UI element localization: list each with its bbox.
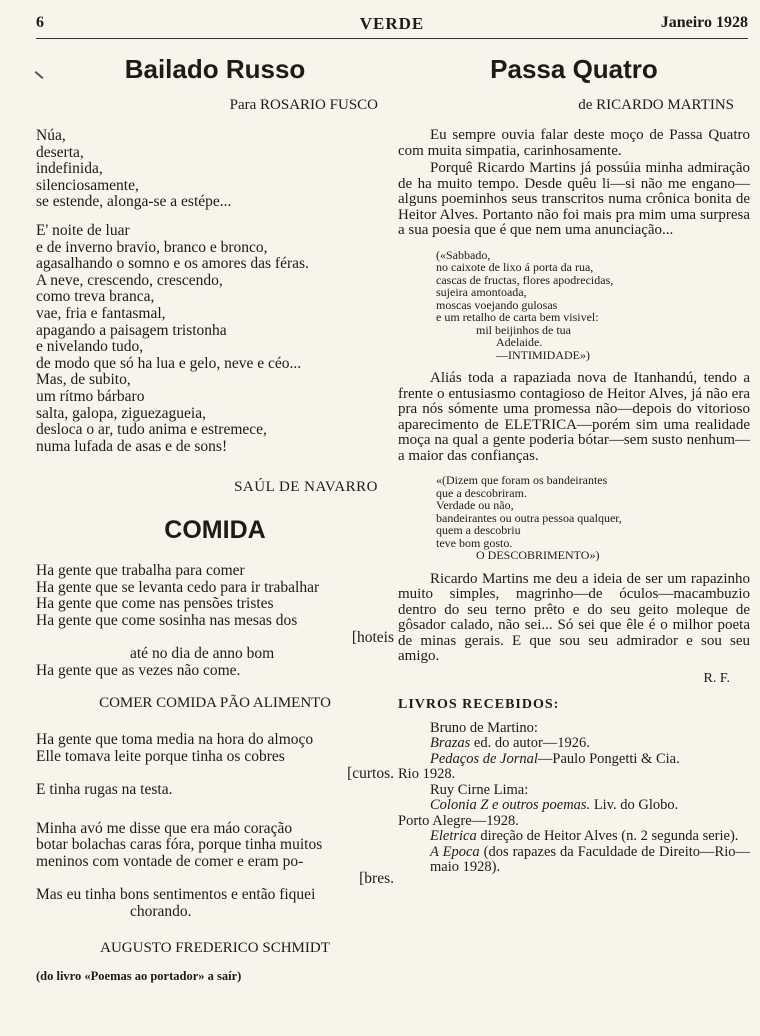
poem-line: Ha gente que toma media na hora do almoço xyxy=(36,731,314,749)
book-entry: Eletrica direção de Heitor Alves (n. 2 segunda serie). xyxy=(430,828,739,844)
poem-line: E' noite de luar xyxy=(36,221,130,239)
quote-line: sujeira amontoada, xyxy=(436,285,527,299)
left-column xyxy=(36,48,394,984)
poem-line: Mas eu tinha bons sentimentos e então fiquei xyxy=(36,886,316,904)
book-entry: Colonia Z e outros poemas. Liv. do Globo. xyxy=(430,797,679,813)
poem-line: e de inverno bravio, branco e bronco, xyxy=(36,238,268,256)
poem-line: agasalhando o somno e os amores das féras. xyxy=(36,255,309,273)
poem-line: desloca o ar, tudo anima e estremece, xyxy=(36,421,267,439)
poem-line: chorando. xyxy=(130,902,192,920)
poem-line: [hoteis xyxy=(351,628,394,646)
poem-title-comida: COMIDA xyxy=(164,516,266,545)
poem-line: e nivelando tudo, xyxy=(36,338,144,356)
quoted-poem-intimidade xyxy=(436,249,750,362)
poem-line: Minha avó me disse que era máo coração xyxy=(36,819,293,837)
poem-line: Mas, de subito, xyxy=(36,371,131,389)
author-augusto-frederico-schmidt: AUGUSTO FREDERICO SCHMIDT xyxy=(100,940,330,957)
quote-line: Adelaide. xyxy=(496,335,543,349)
paragraph: Eu sempre ouvia falar deste moço de Passa Quatro com muita simpatia, carinhosamente. xyxy=(398,127,750,159)
book-entry: Pedaços de Jornal—Paulo Pongetti & Cia. xyxy=(430,750,680,767)
poem-comida-block-1 xyxy=(36,563,394,679)
quote-line: no caixote de lixo á porta da rua, xyxy=(436,260,594,274)
book-entry: A Epoca (dos rapazes da Faculdade de Direito—Rio—maio 1928). xyxy=(430,843,751,875)
poem-line: Ha gente que trabalha para comer xyxy=(36,562,245,580)
poem-line: botar bolachas caras fóra, porque tinha muitos xyxy=(36,836,323,854)
paragraph: Aliás toda a rapaziada nova de Itanhandú, tendo a frente o entusiasmo contagioso de Heitor Alves, já não era pra nós sómente uma promessa não—depois do vitorioso aparecimento de ELETRICA—porém sim uma realidade moça na qual a gente poderia bótar—sem susto nenhum—a maior das confianças. xyxy=(398,370,750,464)
book-author: Bruno de Martino: xyxy=(430,719,538,736)
poem-comida-block-3 xyxy=(36,821,394,921)
quote-line: quem a descobriu xyxy=(436,523,521,537)
journal-name: VERDE xyxy=(359,14,425,33)
quote-line: («Sabbado, xyxy=(436,247,491,262)
quote-line: que a descobriram. xyxy=(436,485,527,500)
quote-line: Verdade ou não, xyxy=(436,498,514,512)
quote-line: O DESCOBRIMENTO») xyxy=(476,548,600,562)
article-byline: de RICARDO MARTINS xyxy=(578,97,734,113)
poem-line: silenciosamente, xyxy=(36,176,139,194)
poem-line: Ha gente que come sosinha nas mesas dos xyxy=(36,612,298,630)
issue-date: Janeiro 1928 xyxy=(660,14,748,31)
source-note: (do livro «Poemas ao portador» a saír) xyxy=(36,969,242,984)
poem-line: meninos com vontade de comer e eram po- xyxy=(36,853,304,870)
poem-line: Ha gente que as vezes não come. xyxy=(36,661,241,679)
poem-line: um rítmo bárbaro xyxy=(36,387,145,405)
books-received-heading: LIVROS RECEBIDOS: xyxy=(398,696,560,712)
poem-line: Elle tomava leite porque tinha os cobres xyxy=(36,748,285,766)
right-column xyxy=(398,48,750,876)
poem-line: apagando a paisagem tristonha xyxy=(36,321,227,339)
poem-line: Ha gente que come nas pensões tristes xyxy=(36,595,274,613)
poem-subheading: COMER COMIDA PÃO ALIMENTO xyxy=(99,695,331,712)
books-received-list xyxy=(398,721,750,876)
poem-line: numa lufada de asas e de sons! xyxy=(36,437,228,455)
page-number: 6 xyxy=(36,14,44,31)
poem-line: deserta, xyxy=(36,143,84,161)
poem-line: de modo que só ha lua e gelo, neve e céo... xyxy=(36,354,302,372)
quote-line: moscas voejando gulosas xyxy=(436,297,558,312)
quote-line: «(Dizem que foram os bandeirantes xyxy=(436,473,608,487)
quote-line: mil beijinhos de tua xyxy=(476,322,571,337)
quoted-poem-descobrimento xyxy=(436,474,750,562)
poem-line: salta, galopa, ziguezagueia, xyxy=(36,404,206,422)
quote-line: bandeirantes ou outra pessoa qualquer, xyxy=(436,510,622,525)
quote-line: cascas de fructas, flores apodrecidas, xyxy=(436,272,614,287)
article-title-passa-quatro: Passa Quatro xyxy=(490,54,658,84)
poem-line: até no dia de anno bom xyxy=(130,645,275,663)
poem-line: [curtos. xyxy=(347,764,394,782)
page-header xyxy=(36,14,748,38)
header-rule xyxy=(36,38,748,39)
paragraph: Ricardo Martins me deu a ideia de ser um rapazinho muito simples, magrinho—de óculos—macambuzio dentro do seu terno prêto e do seu geito moleque de gôsador calado, não sei... Só sei que êle é o milhor poeta de minas gerais. E que sou seu admirador e sou seu amigo. xyxy=(398,570,750,664)
poem-stanza xyxy=(36,223,394,455)
poem-line: como treva branca, xyxy=(36,288,155,306)
poem-title-bailado: Bailado Russo xyxy=(124,54,306,84)
poem-line: E tinha rugas na testa. xyxy=(36,781,173,799)
quote-line: —INTIMIDADE») xyxy=(496,347,590,362)
book-place: Rio 1928. xyxy=(398,766,456,782)
poem-line: Núa, xyxy=(36,127,66,144)
quote-line: e um retalho de carta bem visivel: xyxy=(436,310,599,324)
poem-comida-block-2 xyxy=(36,732,394,798)
poem-line: se estende, alonga-se a estépe... xyxy=(36,193,232,211)
book-author: Ruy Cirne Lima: xyxy=(430,781,529,798)
poem-bailado-russo xyxy=(36,128,394,455)
poem-line: Ha gente que se levanta cedo para ir trabalhar xyxy=(36,578,320,596)
book-entry: Brazas ed. do autor—1926. xyxy=(430,735,590,751)
poem-stanza xyxy=(36,128,394,211)
poem-line: A neve, crescendo, crescendo, xyxy=(36,271,223,289)
author-saul-de-navarro: SAÚL DE NAVARRO xyxy=(234,479,378,496)
paragraph: Porquê Ricardo Martins já possúia minha admiração de ha muito tempo. Desde quêu li—si não me engano—alguns poeminhos seus transcritos numa crônica bonita de Heitor Alves. Portanto não foi mais pra mim uma surpresa a sua poesia que é que nem uma anunciação... xyxy=(398,160,750,238)
quote-line: teve bom gosto. xyxy=(436,535,513,550)
poem-line: indefinida, xyxy=(36,160,103,178)
poem-line: [bres. xyxy=(359,869,394,887)
signature: R. F. xyxy=(703,670,730,686)
poem-line: vae, fria e fantasmal, xyxy=(36,304,166,322)
book-place: Porto Alegre—1928. xyxy=(398,812,519,829)
dedication: Para ROSARIO FUSCO xyxy=(229,97,378,113)
